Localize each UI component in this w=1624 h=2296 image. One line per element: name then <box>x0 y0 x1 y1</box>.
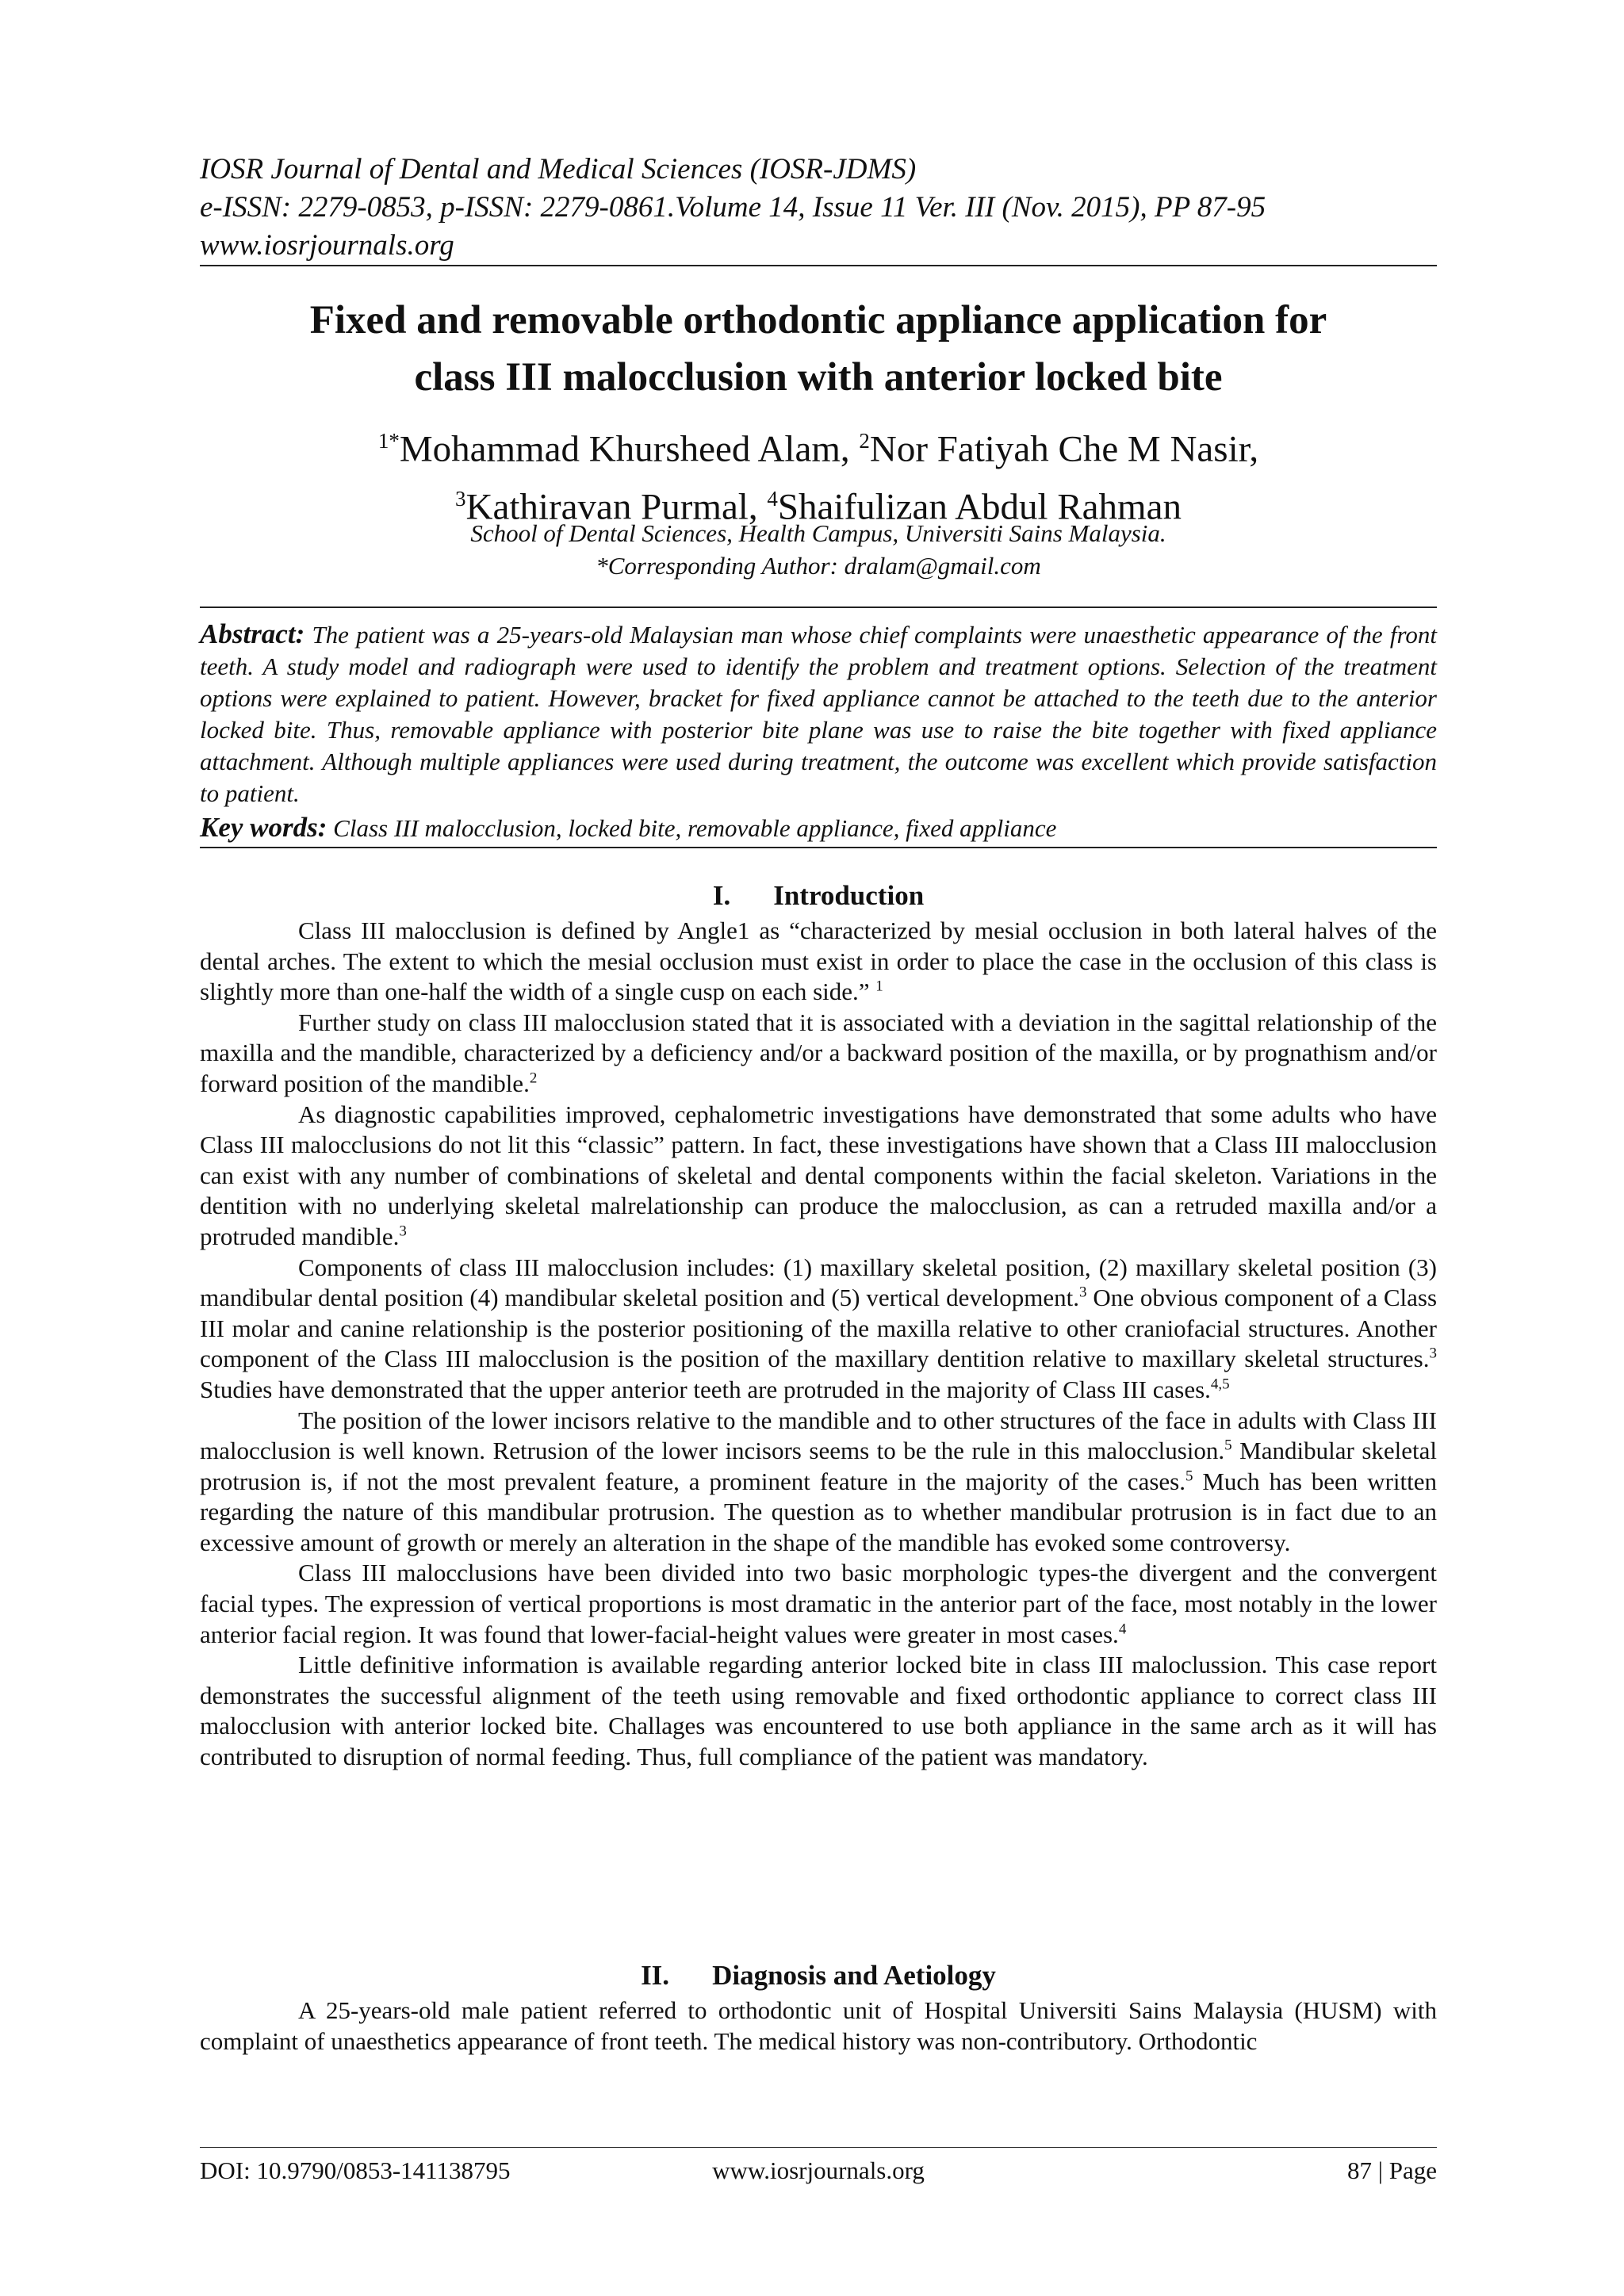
paragraph-text: Little definitive information is available regarding anterior locked bite in class III maloclussion. This case report demonstrates the successful alignment of the teeth using removable and fixed orthodontic appliance to correct class III malocclusion with anterior locked bite. Challages was encountered to use both appliance in the same arch as it will has contributed to disruption of normal feeding. Thus, full compliance of the patient was mandatory. <box>200 1651 1437 1771</box>
author-affil-mark: 3 <box>455 486 466 511</box>
citation-marker: 3 <box>399 1223 407 1240</box>
paragraph-text: Class III malocclusions have been divided into two basic morphologic types-the divergent and the convergent facial types. The expression of vertical proportions is most dramatic in the anterior part of the face, most notably in the lower anterior facial region. It was found that lower-facial-height values were greater in most cases. <box>200 1559 1437 1648</box>
citation-marker: 4,5 <box>1210 1376 1230 1393</box>
body-paragraph <box>200 1650 1437 1772</box>
journal-website[interactable]: www.iosrjournals.org <box>200 229 454 262</box>
journal-name: IOSR Journal of Dental and Medical Sciences (IOSR-JDMS) <box>200 153 917 186</box>
paragraph-text: The position of the lower incisors relative to the mandible and to other structures of the face in adults with Class III malocclusion is well known. Retrusion of the lower incisors seems to be the rule in this malocclusion. <box>200 1406 1437 1465</box>
header-rule <box>200 265 1437 266</box>
footer-website[interactable]: www.iosrjournals.org <box>712 2156 925 2184</box>
author-name: Kathiravan Purmal, <box>465 486 768 528</box>
author-line-1 <box>200 416 1437 474</box>
paragraph-text: Much has been written regarding the nature of this mandibular protrusion. The question as to whether mandibular protrusion is in fact due to an excessive amount of growth or merely an alteration in the shape of the mandible has evoked some controversy. <box>200 1467 1437 1556</box>
body-paragraph <box>200 1008 1437 1100</box>
body-paragraph <box>200 1558 1437 1650</box>
body-paragraph <box>200 1253 1437 1406</box>
keywords-text: Class III malocclusion, locked bite, removable appliance, fixed appliance <box>333 814 1057 842</box>
section-heading-diagnosis <box>200 1958 1437 1993</box>
affiliation: School of Dental Sciences, Health Campus, Universiti Sains Malaysia. <box>470 519 1166 547</box>
body-paragraph <box>200 1996 1437 2057</box>
author-affil-mark: 2 <box>859 429 870 453</box>
paragraph-text: Further study on class III malocclusion stated that it is associated with a deviation in the sagittal relationship of the maxilla and the mandible, characterized by a deficiency and/or a backward position of the maxilla, or by prognathism and/or forward position of the mandible. <box>200 1008 1437 1097</box>
paragraph-text: Components of class III malocclusion includes: (1) maxillary skeletal position, (2) maxillary skeletal position (3) mandibular dental position (4) mandibular skeletal position and (5) vertical development. <box>200 1253 1437 1312</box>
section-heading-introduction <box>200 878 1437 913</box>
author-affil-mark: 1* <box>377 429 400 453</box>
author-name: Mohammad Khursheed Alam, <box>399 428 860 470</box>
corresponding-author: *Corresponding Author: dralam@gmail.com <box>596 552 1041 580</box>
keywords <box>200 812 1437 844</box>
paper-title <box>200 292 1437 406</box>
paragraph-text: Mandibular skeletal protrusion is, if not the most prevalent feature, a prominent feature in the majority of the cases. <box>200 1437 1438 1495</box>
introduction-body <box>200 916 1437 1773</box>
abstract <box>200 618 1437 809</box>
body-paragraph <box>200 1406 1437 1559</box>
author-list <box>200 416 1437 531</box>
author-affil-mark: 4 <box>767 486 778 511</box>
citation-marker: 2 <box>529 1070 538 1087</box>
paragraph-text: Class III malocclusion is defined by Angle1 as “characterized by mesial occlusion in both lateral halves of the dental arches. The extent to which the mesial occlusion must exist in order to place the case in the occlusion of this class is slightly more than one-half the width of a single cusp on each side.” <box>200 916 1437 1006</box>
citation-marker: 5 <box>1224 1437 1232 1454</box>
diagnosis-body <box>200 1996 1437 2057</box>
section-number: II. <box>641 1960 670 1991</box>
keywords-label: Key words: <box>200 812 327 843</box>
abstract-text: The patient was a 25-years-old Malaysian man whose chief complaints were unaesthetic appearance of the front teeth. A study model and radiograph were used to identify the problem and treatment options. Selection of the treatment options were explained to patient. However, bracket for fixed appliance cannot be attached to the teeth due to the anterior locked bite. Thus, removable appliance with posterior bite plane was use to raise the bite together with fixed appliance attachment. Although multiple appliances were used during treatment, the outcome was excellent which provide satisfaction to patient. <box>200 621 1437 807</box>
citation-marker: 4 <box>1118 1621 1127 1638</box>
affiliation-block <box>200 517 1437 582</box>
paper-title-line-1: Fixed and removable orthodontic appliance application for <box>309 298 1327 342</box>
body-paragraph <box>200 1100 1437 1253</box>
paragraph-text: A 25-years-old male patient referred to orthodontic unit of Hospital Universiti Sains Malaysia (HUSM) with complaint of unaesthetics appearance of front teeth. The medical history was non-contributory. Orthodontic <box>200 1996 1437 2055</box>
author-name: Nor Fatiyah Che M Nasir, <box>869 428 1259 470</box>
abstract-top-rule <box>200 607 1437 608</box>
section-title: Diagnosis and Aetiology <box>712 1960 996 1991</box>
paragraph-text: Studies have demonstrated that the upper anterior teeth are protruded in the majority of Class III cases. <box>200 1375 1211 1403</box>
abstract-bottom-rule <box>200 847 1437 848</box>
citation-marker: 5 <box>1185 1468 1193 1485</box>
footer-rule <box>200 2147 1437 2148</box>
paragraph-text: As diagnostic capabilities improved, cephalometric investigations have demonstrated that some adults who have Class III malocclusions do not lit this “classic” pattern. In fact, these investigations have shown that a Class III malocclusion can exist with any number of combinations of skeletal and dental components within the facial skeleton. Variations in the dentition with no underlying skeletal malrelationship can produce the malocclusion, as can a retruded maxilla and/or a protruded mandible. <box>200 1100 1437 1250</box>
abstract-label: Abstract: <box>200 618 305 649</box>
paragraph-text: One obvious component of a Class III molar and canine relationship is the posterior positioning of the maxilla relative to other craniofacial structures. Another component of the Class III malocclusion is the position of the maxillary dentition relative to maxillary skeletal structures. <box>200 1284 1438 1373</box>
journal-issue-info: e-ISSN: 2279-0853, p-ISSN: 2279-0861.Volume 14, Issue 11 Ver. III (Nov. 2015), PP 87-95 <box>200 191 1266 224</box>
section-number: I. <box>712 880 731 911</box>
body-paragraph <box>200 916 1437 1008</box>
author-name: Shaifulizan Abdul Rahman <box>777 486 1182 528</box>
section-title: Introduction <box>773 880 925 911</box>
footer-page-number: 87 | Page <box>1347 2156 1437 2184</box>
citation-marker: 3 <box>1429 1345 1437 1362</box>
citation-marker: 3 <box>1079 1284 1087 1301</box>
citation-marker: 1 <box>875 978 883 995</box>
journal-header <box>200 151 1437 265</box>
footer-doi: DOI: 10.9790/0853-141138795 <box>200 2156 511 2184</box>
paper-title-line-2: class III malocclusion with anterior locked bite <box>414 355 1223 400</box>
